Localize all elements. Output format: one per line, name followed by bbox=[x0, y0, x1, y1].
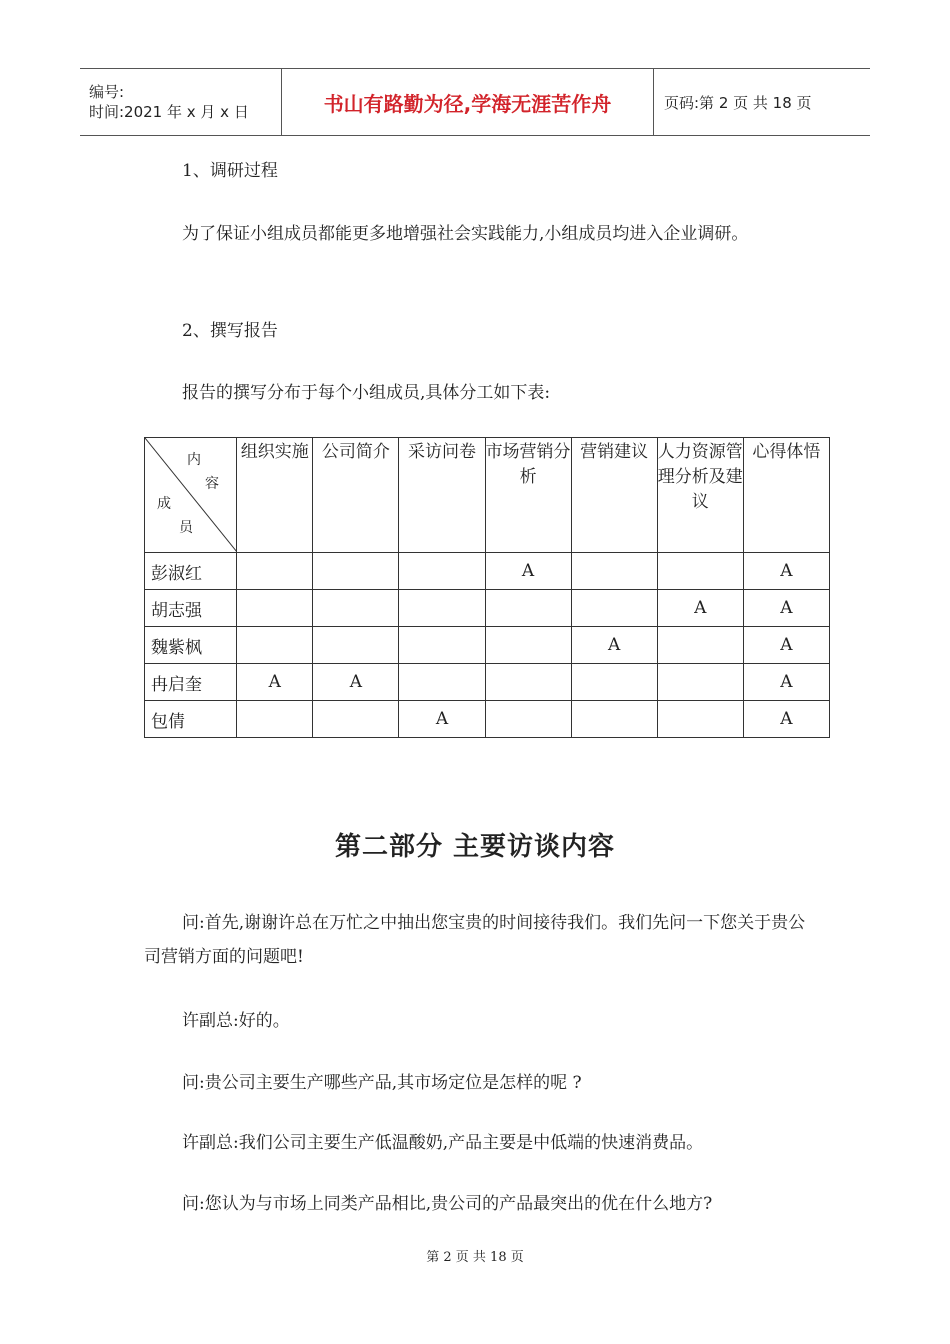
table-cell bbox=[657, 664, 743, 701]
table-row bbox=[145, 664, 830, 701]
table-header-row bbox=[145, 438, 830, 553]
paragraph-research: 为了保证小组成员都能更多地增强社会实践能力,小组成员均进入企业调研。 bbox=[182, 224, 749, 244]
heading-report-writing: 2、撰写报告 bbox=[182, 321, 278, 341]
table-cell: A bbox=[743, 701, 829, 738]
table-cell bbox=[485, 590, 571, 627]
table-cell bbox=[237, 590, 313, 627]
table-cell bbox=[237, 627, 313, 664]
table-cell bbox=[313, 627, 399, 664]
member-name: 胡志强 bbox=[145, 590, 237, 627]
corner-label-cheng: 成 bbox=[157, 496, 171, 512]
corner-label-yuan: 员 bbox=[179, 520, 193, 536]
corner-label-nei: 内 bbox=[187, 452, 201, 468]
interview-question-2: 问:贵公司主要生产哪些产品,其市场定位是怎样的呢 ? bbox=[182, 1073, 582, 1093]
table-cell bbox=[657, 701, 743, 738]
table-cell bbox=[571, 664, 657, 701]
page-header bbox=[80, 68, 870, 136]
table-cell bbox=[657, 627, 743, 664]
column-header: 营销建议 bbox=[571, 438, 657, 553]
interview-answer-2: 许副总:我们公司主要生产低温酸奶,产品主要是中低端的快速消费品。 bbox=[182, 1133, 704, 1153]
table-row bbox=[145, 553, 830, 590]
table-cell: A bbox=[237, 664, 313, 701]
table-cell bbox=[313, 553, 399, 590]
table-cell bbox=[313, 590, 399, 627]
member-name: 彭淑红 bbox=[145, 553, 237, 590]
column-header: 心得体悟 bbox=[743, 438, 829, 553]
column-header: 公司简介 bbox=[313, 438, 399, 553]
paragraph-report: 报告的撰写分布于每个小组成员,具体分工如下表: bbox=[182, 383, 551, 403]
table-cell bbox=[237, 553, 313, 590]
table-cell bbox=[399, 664, 485, 701]
table-cell bbox=[657, 553, 743, 590]
time-label: 时间:2021 年 x 月 x 日 bbox=[89, 103, 249, 121]
table-cell: A bbox=[399, 701, 485, 738]
interview-question-3: 问:您认为与市场上同类产品相比,贵公司的产品最突出的优在什么地方? bbox=[182, 1194, 713, 1214]
table-cell bbox=[313, 701, 399, 738]
section-title: 第二部分 主要访谈内容 bbox=[334, 832, 616, 862]
table-corner-cell bbox=[145, 438, 237, 553]
member-name: 包倩 bbox=[145, 701, 237, 738]
table-row bbox=[145, 590, 830, 627]
page-footer: 第 2 页 共 18 页 bbox=[426, 1250, 524, 1265]
division-table bbox=[144, 437, 830, 738]
table-cell bbox=[485, 627, 571, 664]
table-cell: A bbox=[743, 590, 829, 627]
table-cell: A bbox=[743, 627, 829, 664]
interview-question-1: 问:首先,谢谢许总在万忙之中抽出您宝贵的时间接待我们。我们先问一下您关于贵公司营销方面的问题吧! bbox=[144, 913, 806, 967]
table-cell: A bbox=[485, 553, 571, 590]
table-cell: A bbox=[571, 627, 657, 664]
column-header: 组织实施 bbox=[237, 438, 313, 553]
table-cell bbox=[571, 590, 657, 627]
table-cell bbox=[237, 701, 313, 738]
heading-research-process: 1、调研过程 bbox=[182, 161, 278, 181]
table-cell: A bbox=[743, 553, 829, 590]
table-cell bbox=[399, 590, 485, 627]
table-cell bbox=[571, 553, 657, 590]
table-cell: A bbox=[313, 664, 399, 701]
column-header: 采访问卷 bbox=[399, 438, 485, 553]
table-cell bbox=[485, 664, 571, 701]
number-label: 编号: bbox=[89, 83, 125, 101]
table-row bbox=[145, 627, 830, 664]
column-header: 市场营销分析 bbox=[485, 438, 571, 553]
member-name: 魏紫枫 bbox=[145, 627, 237, 664]
column-header: 人力资源管理分析及建议 bbox=[657, 438, 743, 553]
header-motto: 书山有路勤为径,学海无涯苦作舟 bbox=[282, 69, 654, 135]
header-meta bbox=[80, 69, 282, 135]
table-cell bbox=[485, 701, 571, 738]
table-row bbox=[145, 701, 830, 738]
table-cell: A bbox=[657, 590, 743, 627]
table-cell bbox=[399, 627, 485, 664]
header-page-info: 页码:第 2 页 共 18 页 bbox=[664, 93, 812, 112]
member-name: 冉启奎 bbox=[145, 664, 237, 701]
corner-label-rong: 容 bbox=[205, 476, 219, 492]
interview-answer-1: 许副总:好的。 bbox=[182, 1011, 290, 1031]
table-cell bbox=[399, 553, 485, 590]
table-cell bbox=[571, 701, 657, 738]
table-cell: A bbox=[743, 664, 829, 701]
